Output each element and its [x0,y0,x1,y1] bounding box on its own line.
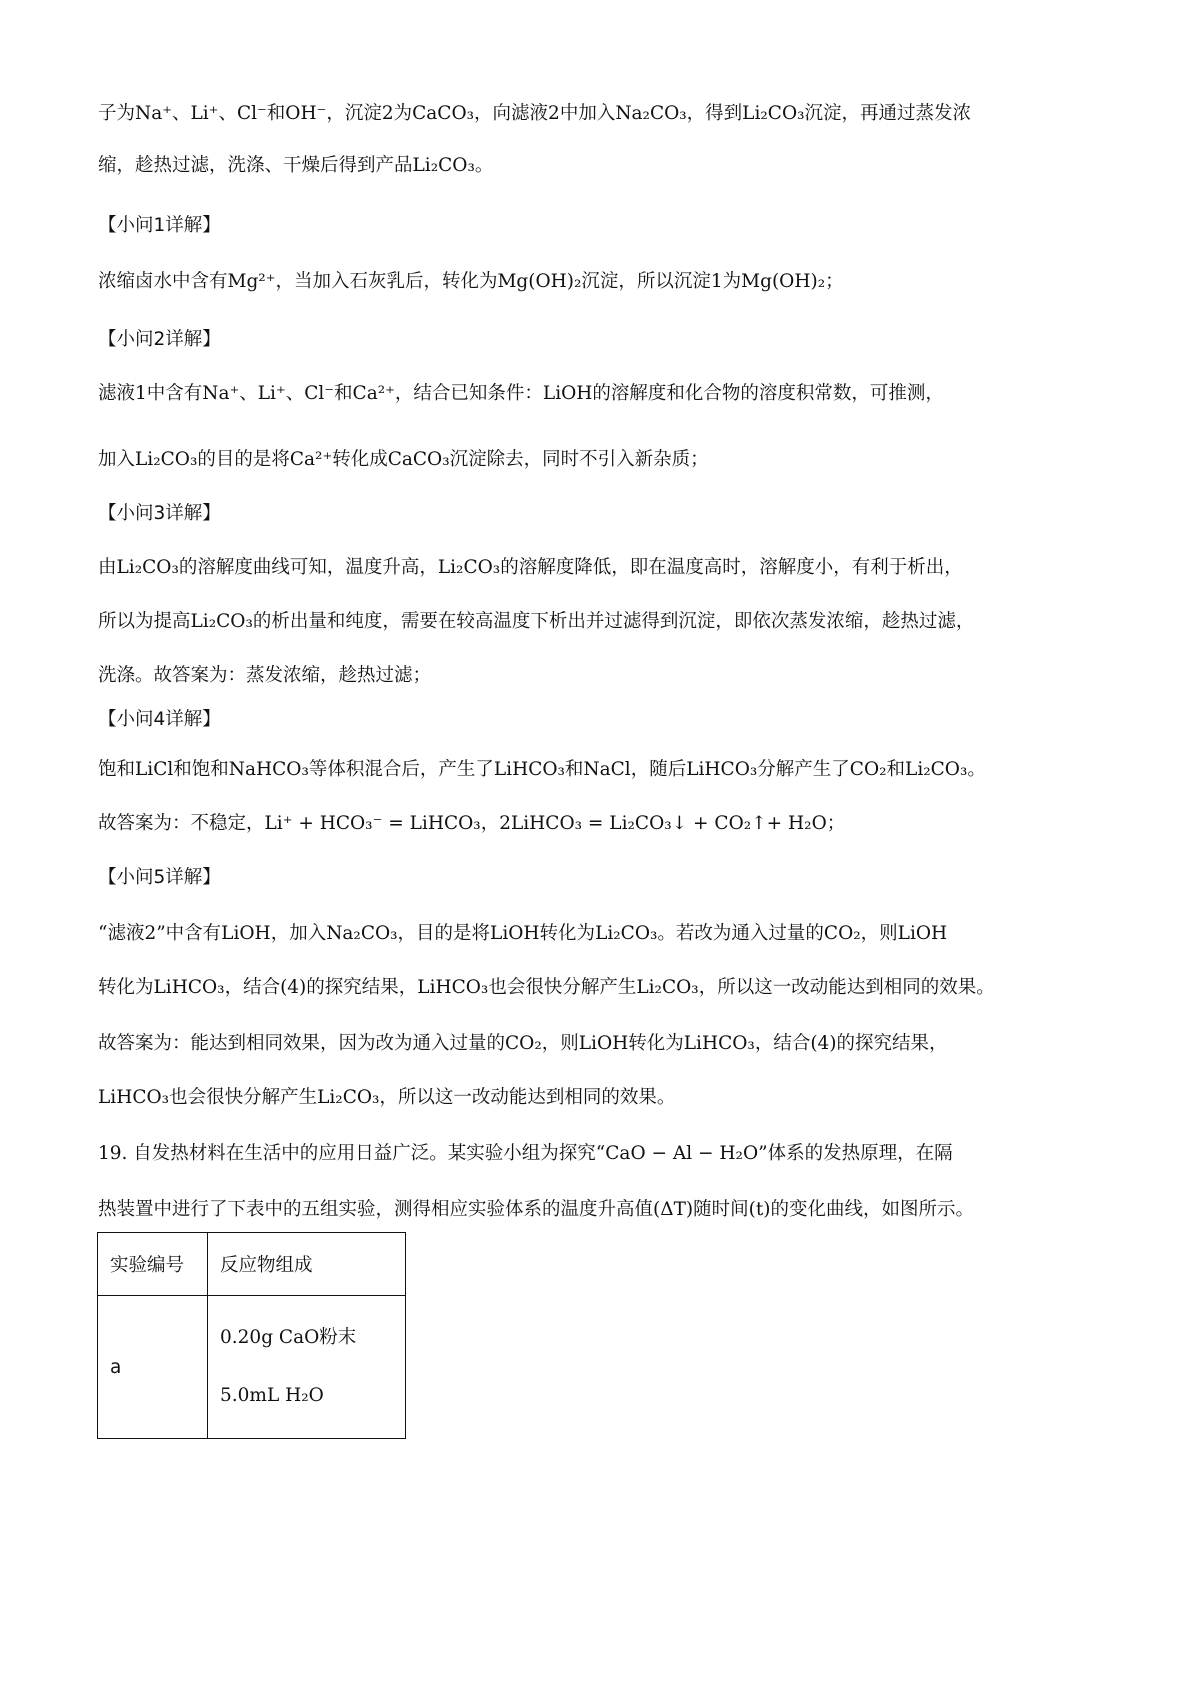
component-line: 5.0mL H₂O [220,1385,324,1406]
text-line: 故答案为：不稳定，Li⁺ + HCO₃⁻ = LiHCO₃，2LiHCO₃ = Li₂CO₃↓ + CO₂↑+ H₂O； [98,813,846,834]
component-line: 0.20g CaO粉末 [220,1327,357,1348]
text-line: 转化为LiHCO₃，结合(4)的探究结果，LiHCO₃也会很快分解产生Li₂CO₃，所以这一改动能达到相同的效果。 [98,977,995,998]
table-row [98,1296,406,1439]
table-header-cell: 实验编号 [98,1233,208,1296]
section-heading: 【小问2详解】 [98,329,221,350]
question-line: 19. 自发热材料在生活中的应用日益广泛。某实验小组为探究“CaO − Al − H₂O”体系的发热原理，在隔 [98,1143,953,1164]
text-line: 缩，趁热过滤，洗涤、干燥后得到产品Li₂CO₃。 [98,155,494,176]
section-heading: 【小问5详解】 [98,867,221,888]
text-line: 子为Na⁺、Li⁺、Cl⁻和OH⁻，沉淀2为CaCO₃，向滤液2中加入Na₂CO₃，得到Li₂CO₃沉淀，再通过蒸发浓 [98,103,972,124]
text-line: 加入Li₂CO₃的目的是将Ca²⁺转化成CaCO₃沉淀除去，同时不引入新杂质； [98,449,709,470]
text-line: LiHCO₃也会很快分解产生Li₂CO₃，所以这一改动能达到相同的效果。 [98,1087,676,1108]
text-line: 故答案为：能达到相同效果，因为改为通入过量的CO₂，则LiOH转化为LiHCO₃，结合(4)的探究结果， [98,1033,948,1054]
text-line: 所以为提高Li₂CO₃的析出量和纯度，需要在较高温度下析出并过滤得到沉淀，即依次蒸发浓缩，趁热过滤， [98,611,975,632]
experiment-table [97,1232,406,1439]
text-line: 滤液1中含有Na⁺、Li⁺、Cl⁻和Ca²⁺，结合已知条件：LiOH的溶解度和化合物的溶度积常数，可推测， [98,383,944,404]
section-heading: 【小问4详解】 [98,709,221,730]
table-header-row [98,1233,406,1296]
text-line: 洗涤。故答案为：蒸发浓缩，趁热过滤； [98,665,432,686]
experiment-id-cell: a [98,1296,208,1439]
components-cell [208,1296,406,1439]
section-heading: 【小问3详解】 [98,503,221,524]
text-line: 浓缩卤水中含有Mg²⁺，当加入石灰乳后，转化为Mg(OH)₂沉淀，所以沉淀1为Mg(OH)₂； [98,271,844,292]
text-line: 热装置中进行了下表中的五组实验，测得相应实验体系的温度升高值(ΔT)随时间(t)的变化曲线，如图所示。 [98,1199,975,1220]
text-line: 由Li₂CO₃的溶解度曲线可知，温度升高，Li₂CO₃的溶解度降低，即在温度高时，溶解度小，有利于析出， [98,557,963,578]
text-line: “滤液2”中含有LiOH，加入Na₂CO₃，目的是将LiOH转化为Li₂CO₃。若改为通入过量的CO₂，则LiOH [98,923,948,944]
text-line: 饱和LiCl和饱和NaHCO₃等体积混合后，产生了LiHCO₃和NaCl，随后LiHCO₃分解产生了CO₂和Li₂CO₃。 [98,759,986,780]
table-header-cell: 反应物组成 [208,1233,406,1296]
section-heading: 【小问1详解】 [98,215,221,236]
